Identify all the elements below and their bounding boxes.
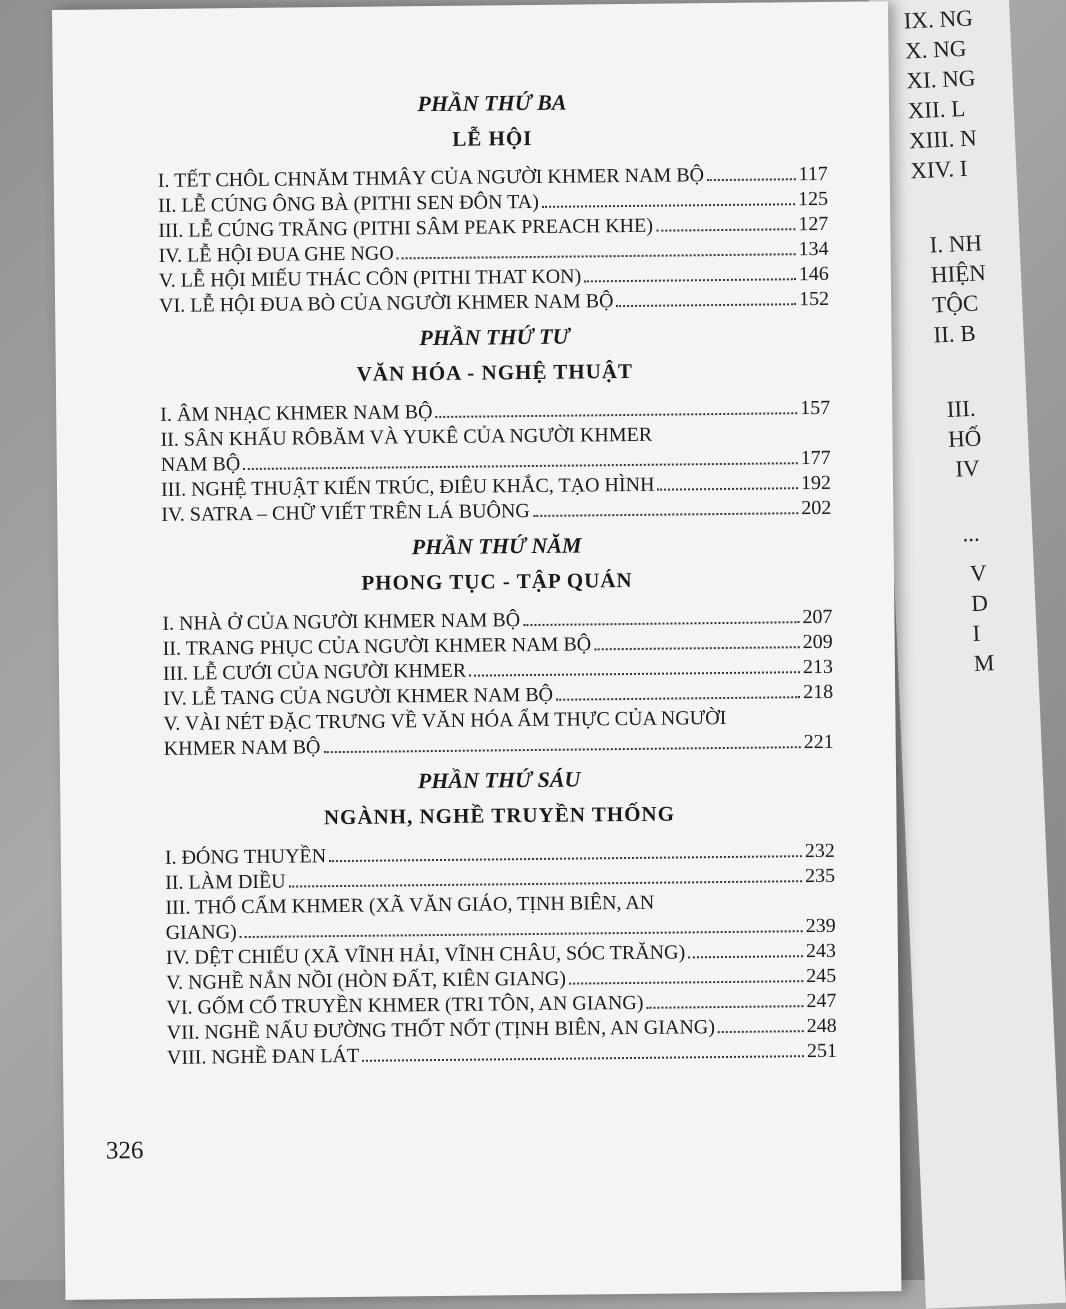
dot-leader <box>436 412 798 418</box>
toc-entry-title: V. NGHỀ NẮN NỒI (HÒN ĐẤT, KIÊN GIANG) <box>166 967 567 994</box>
dot-leader <box>594 646 799 650</box>
section-title: PHONG TỤC - TẬP QUÁN <box>361 567 633 595</box>
toc-entry-title: IV. SATRA – CHỮ VIẾT TRÊN LÁ BUÔNG <box>161 500 530 526</box>
facing-page-fragment: XI. NG <box>905 65 976 94</box>
dot-leader <box>556 696 800 701</box>
dot-leader <box>617 303 797 307</box>
facing-page-fragment: D <box>970 590 989 617</box>
dot-leader <box>707 178 795 181</box>
dot-leader <box>688 955 803 958</box>
toc-entry-title: IV. DỆT CHIẾU (XÃ VĨNH HẢI, VĨNH CHÂU, SÓC TRĂNG) <box>165 941 686 969</box>
toc-page-number: 247 <box>806 989 837 1013</box>
toc-page-number: 251 <box>806 1039 838 1063</box>
toc-entry-title: VI. GỐM CỔ TRUYỀN KHMER (TRI TÔN, AN GIANG) <box>166 991 644 1019</box>
facing-page-fragment: TỘC <box>931 290 979 318</box>
section-kicker: PHẦN THỨ TƯ <box>419 323 570 351</box>
toc-entry-title: II. SÂN KHẤU RÔBĂM VÀ YUKÊ CỦA NGƯỜI KHMER <box>160 423 653 451</box>
section-title: NGÀNH, NGHỀ TRUYỀN THỐNG <box>323 801 676 830</box>
facing-page-fragment: XIV. I <box>909 155 968 184</box>
toc-page-number: 209 <box>802 630 833 654</box>
toc-entry-title-continuation: NAM BỘ <box>160 453 241 476</box>
toc-page-number: 221 <box>803 730 834 754</box>
facing-page-fragment: X. NG <box>904 35 967 64</box>
toc-entry-title: VI. LỄ HỘI ĐUA BÒ CỦA NGƯỜI KHMER NAM BỘ <box>158 290 614 317</box>
dot-leader <box>533 512 798 517</box>
toc-page-number: 248 <box>806 1014 837 1038</box>
section-title: VĂN HÓA - NGHỆ THUẬT <box>356 358 634 386</box>
toc-entry <box>165 889 835 946</box>
toc-entry-title: III. LỄ CÚNG TRĂNG (PITHI SÂM PEAK PREACH KHE) <box>158 214 654 242</box>
dot-leader <box>329 855 802 862</box>
toc-entry-title-continuation: KHMER NAM BỘ <box>163 736 321 760</box>
toc-section <box>164 761 837 1077</box>
toc-entry <box>160 421 830 478</box>
toc-entry-title: IV. LỄ HỘI ĐUA GHE NGO <box>158 242 394 267</box>
dot-leader <box>323 746 800 753</box>
toc-page-number: 239 <box>805 914 836 938</box>
toc-entry-title: I. ÂM NHẠC KHMER NAM BỘ <box>160 401 433 426</box>
dot-leader <box>240 930 803 938</box>
toc-page-number: 177 <box>800 446 831 470</box>
facing-page-fragment: XII. L <box>907 95 966 124</box>
facing-page-fragment: IV <box>954 455 981 482</box>
toc-entry-title: II. TRANG PHỤC CỦA NGƯỜI KHMER NAM BỘ <box>162 633 592 660</box>
toc-page-number: 192 <box>800 471 832 495</box>
facing-page-fragment: M <box>973 650 995 677</box>
toc-page-number: 207 <box>802 605 833 629</box>
dot-leader <box>243 462 798 470</box>
toc-entry-title: I. TẾT CHÔL CHNĂM THMÂY CỦA NGƯỜI KHMER NAM BỘ <box>157 164 705 192</box>
dot-leader <box>542 203 795 208</box>
toc-page-number: 235 <box>804 864 836 888</box>
toc-section <box>159 318 831 534</box>
facing-page-fragment: HỐ <box>947 425 982 452</box>
toc-page-number: 125 <box>797 187 829 211</box>
facing-page-fragment: II. B <box>933 320 977 348</box>
facing-page-fragment: III. <box>946 395 977 422</box>
book-page <box>52 1 901 1300</box>
section-title: LỄ HỘI <box>452 125 533 151</box>
dot-leader <box>584 278 796 282</box>
toc-page-number: 218 <box>803 680 834 704</box>
toc-entry-title: II. LỄ CÚNG ÔNG BÀ (PITHI SEN ĐÔN TA) <box>157 190 539 217</box>
toc-entry-title: V. LỄ HỘI MIẾU THÁC CÔN (PITHI THAT KON) <box>158 265 582 292</box>
facing-page-fragment: IX. NG <box>903 5 974 34</box>
facing-page-fragment: ... <box>961 520 981 547</box>
toc-page-number: 213 <box>802 655 834 679</box>
toc-page-number: 117 <box>798 162 828 186</box>
facing-page-fragment: V <box>969 560 988 587</box>
dot-leader <box>569 980 803 984</box>
dot-leader <box>469 671 800 676</box>
facing-page-fragment: I <box>972 620 981 647</box>
toc-entry-title: II. LÀM DIỀU <box>165 870 286 894</box>
facing-page-fragment: HIỆN <box>930 260 987 288</box>
toc-entry-title: VIII. NGHỀ ĐAN LÁT <box>166 1044 360 1069</box>
dot-leader <box>362 1055 804 1062</box>
toc-entry <box>163 705 833 762</box>
toc-entry-title: VII. NGHỀ NẤU ĐƯỜNG THỐT NỐT (TỊNH BIÊN, AN GIANG) <box>166 1016 716 1044</box>
facing-page-fragment: I. NH <box>929 230 983 258</box>
section-kicker: PHẦN THỨ SÁU <box>417 766 581 794</box>
toc-section <box>157 84 829 325</box>
section-kicker: PHẦN THỨ BA <box>417 89 567 117</box>
dot-leader <box>718 1030 804 1033</box>
toc-entry-title: V. VÀI NÉT ĐẶC TRƯNG VỀ VĂN HÓA ẨM THỰC CỦA NGƯỜI <box>163 706 727 735</box>
page-number: 326 <box>105 1137 144 1165</box>
toc-entry-title: IV. LỄ TANG CỦA NGƯỜI KHMER NAM BỘ <box>163 683 554 710</box>
toc-entry-title: III. NGHỆ THUẬT KIẾN TRÚC, ĐIÊU KHẮC, TẠO HÌNH <box>160 473 655 501</box>
facing-page-fragment: XIII. N <box>908 125 978 154</box>
dot-leader <box>397 253 796 259</box>
dot-leader <box>647 1005 804 1009</box>
toc-entry-title: I. ĐÓNG THUYỀN <box>164 845 327 869</box>
toc-entry-title: III. LỄ CƯỚI CỦA NGƯỜI KHMER <box>162 659 467 685</box>
toc-page-number: 232 <box>804 839 835 863</box>
toc-page-number: 152 <box>798 287 830 311</box>
toc-section <box>161 527 833 768</box>
dot-leader <box>656 228 795 231</box>
toc-entry-title: I. NHÀ Ở CỦA NGƯỜI KHMER NAM BỘ <box>162 609 521 635</box>
toc-entry-title: III. THỔ CẨM KHMER (XÃ VĂN GIÁO, TỊNH BIÊN, AN <box>165 891 655 919</box>
toc-page-number: 202 <box>801 496 832 520</box>
toc-page-number: 245 <box>806 964 837 988</box>
dot-leader <box>289 880 802 887</box>
toc-entry-title-continuation: GIANG) <box>165 921 237 944</box>
table-of-contents <box>157 84 837 1077</box>
toc-page-number: 157 <box>800 396 831 420</box>
toc-page-number: 243 <box>805 939 837 963</box>
toc-page-number: 134 <box>798 237 829 261</box>
toc-page-number: 146 <box>798 262 829 286</box>
toc-page-number: 127 <box>798 212 829 236</box>
dot-leader <box>658 487 799 490</box>
dot-leader <box>523 621 799 626</box>
section-kicker: PHẦN THỨ NĂM <box>411 532 582 560</box>
